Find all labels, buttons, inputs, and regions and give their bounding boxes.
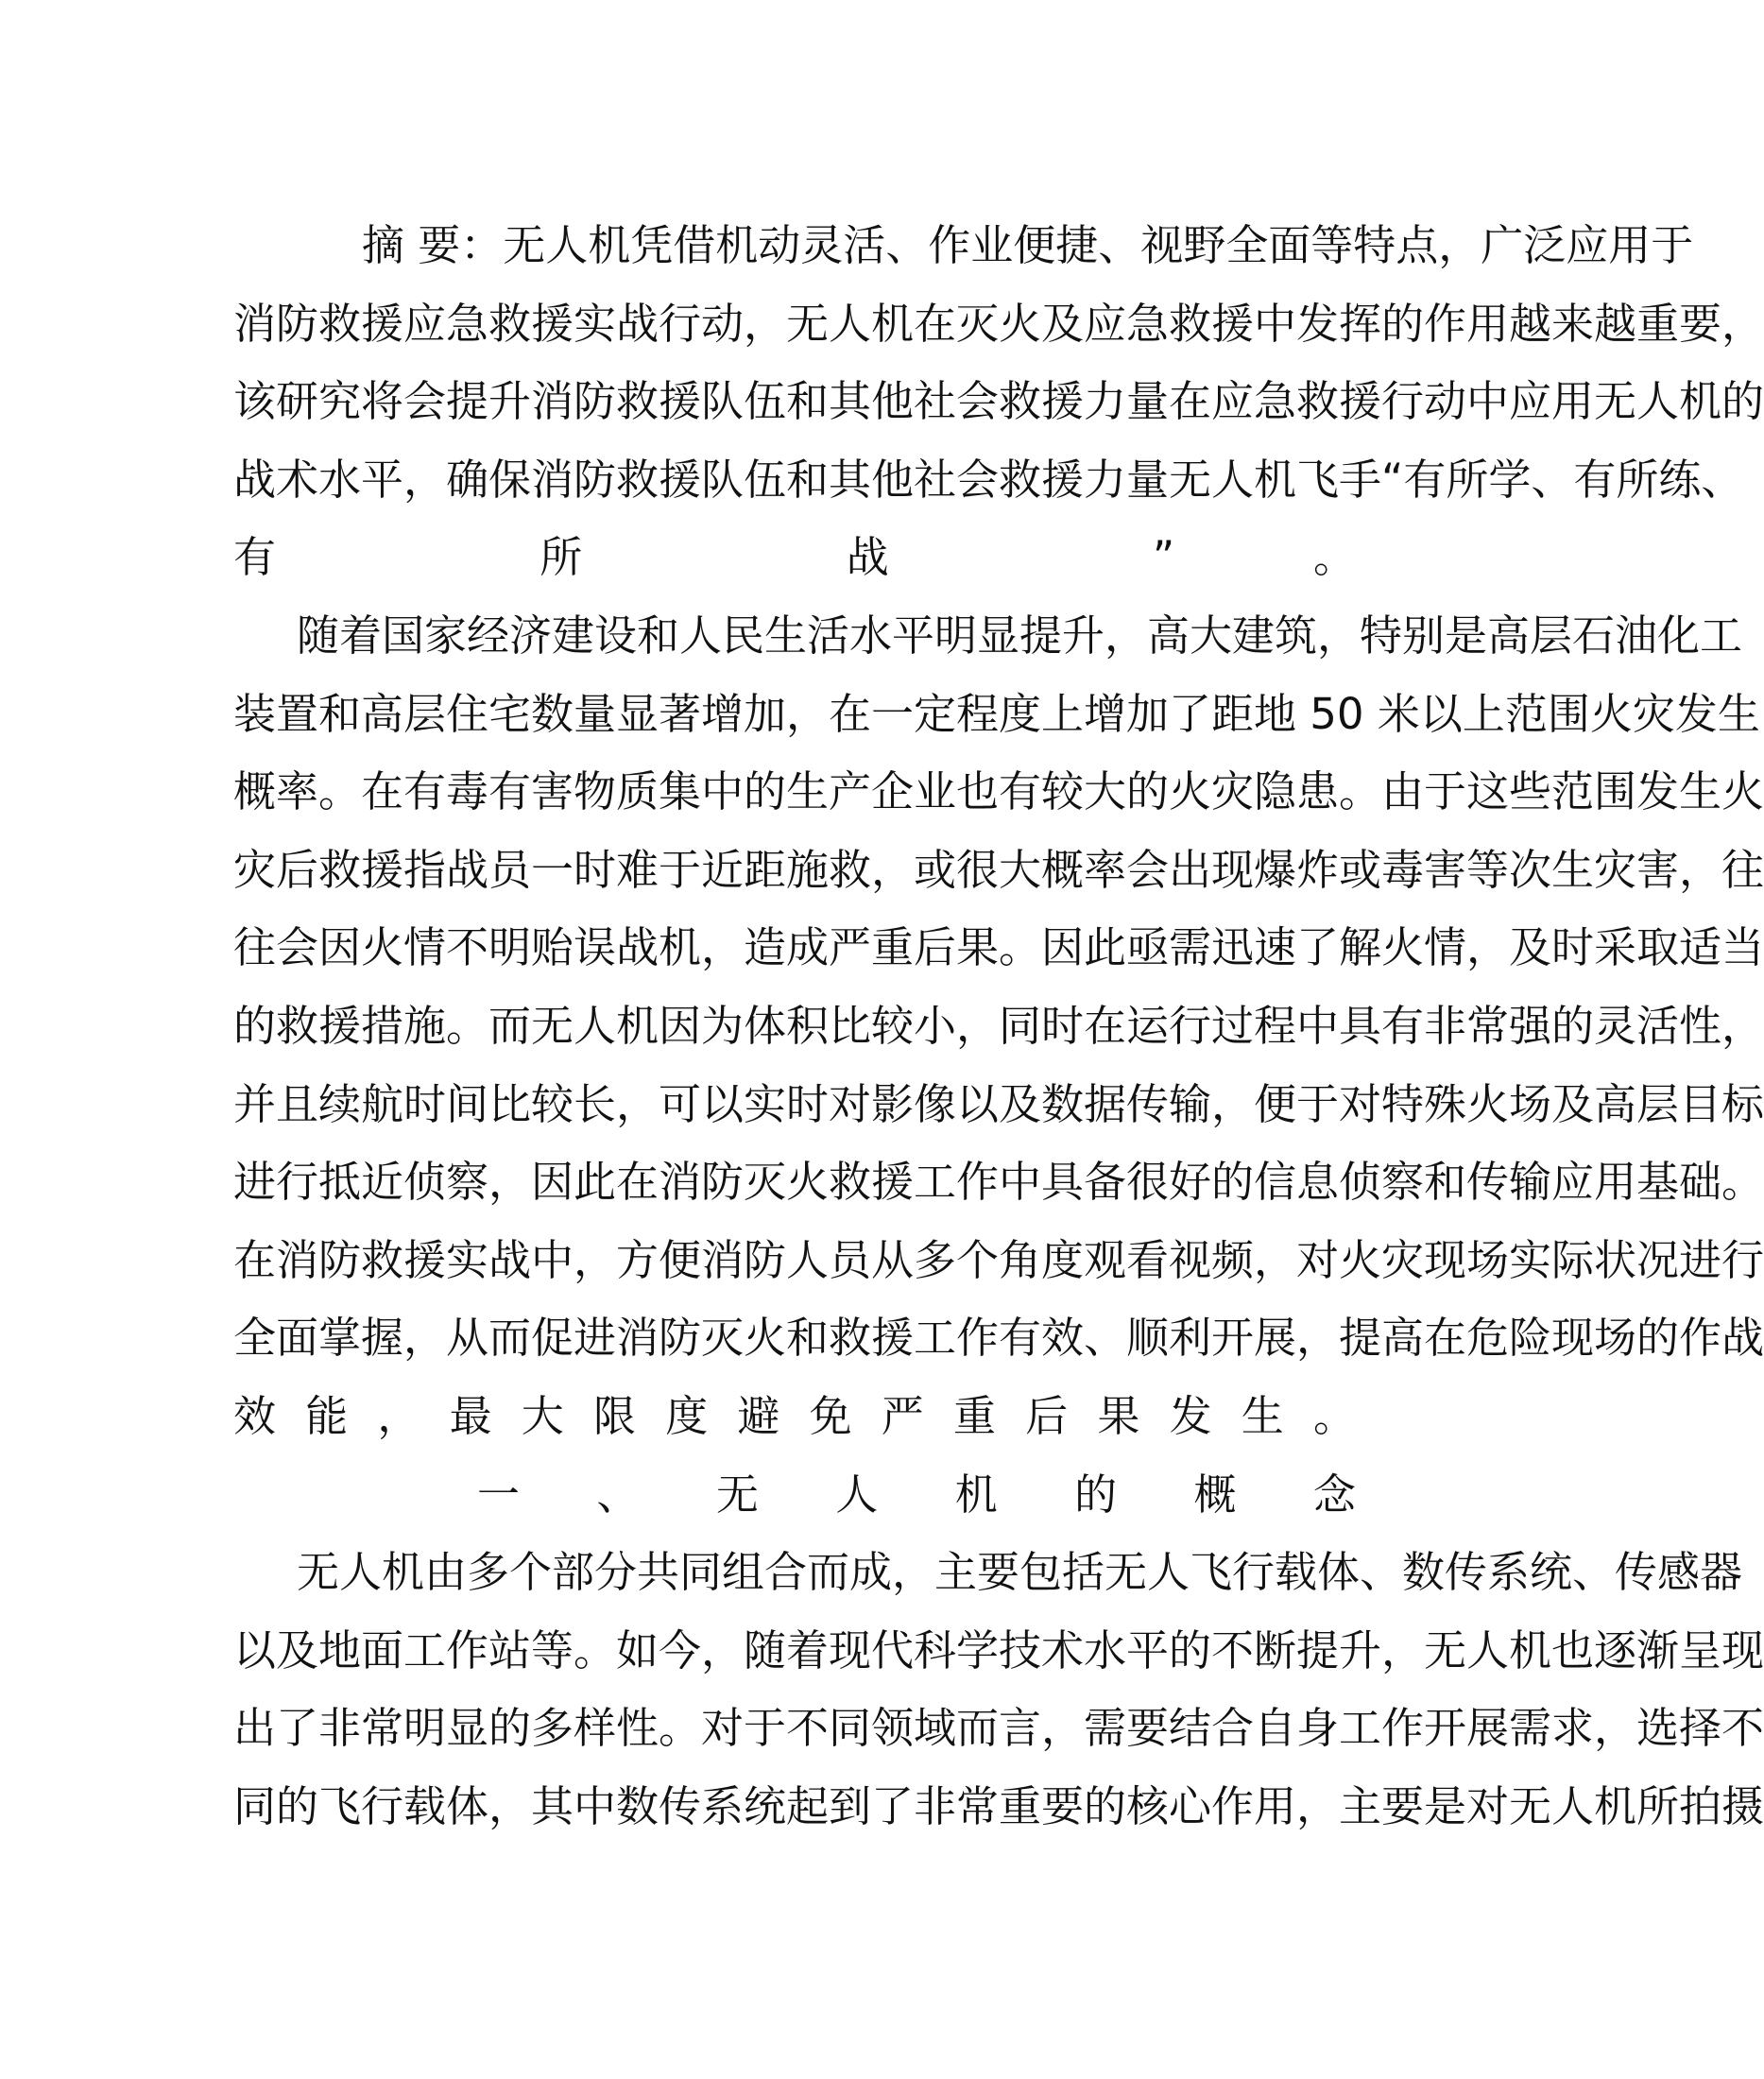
text-line: 无人机由多个部分共同组合而成，主要包括无人飞行载体、数传系统、传感器 bbox=[297, 1547, 1743, 1598]
abstract-paragraph bbox=[233, 207, 1764, 597]
text-line: 出了非常明显的多样性。对于不同领域而言，需要结合自身工作开展需求，选择不 bbox=[233, 1703, 1764, 1754]
text-line: 概率。在有毒有害物质集中的生产企业也有较大的火灾隐患。由于这些范围发生火 bbox=[233, 766, 1764, 817]
text-line: 有 所 战 ” 。 bbox=[233, 532, 1356, 583]
text-line: 装置和高层住宅数量显著增加，在一定程度上增加了距地 50 米以上范围火灾发生 bbox=[233, 688, 1760, 739]
text-line: 随着国家经济建设和人民生活水平明显提升，高大建筑，特别是高层石油化工 bbox=[297, 610, 1743, 661]
text-line: 在消防救援实战中，方便消防人员从多个角度观看视频，对火灾现场实际状况进行 bbox=[233, 1234, 1764, 1285]
text-line: 并且续航时间比较长，可以实时对影像以及数据传输，便于对特殊火场及高层目标 bbox=[233, 1078, 1764, 1129]
text-line: 效 能 ， 最 大 限 度 避 免 严 重 后 果 发 生 。 bbox=[233, 1390, 1356, 1441]
text-line: 以及地面工作站等。如今，随着现代科学技术水平的不断提升，无人机也逐渐呈现 bbox=[233, 1624, 1764, 1675]
text-line: 往会因火情不明贻误战机，造成严重后果。因此亟需迅速了解火情，及时采取适当 bbox=[233, 922, 1764, 973]
text-line: 进行抵近侦察，因此在消防灭火救援工作中具备很好的信息侦察和传输应用基础。 bbox=[233, 1157, 1764, 1208]
text-line: 战术水平，确保消防救援队伍和其他社会救援力量无人机飞手“有所学、有所练、 bbox=[233, 454, 1744, 505]
body-paragraph bbox=[233, 597, 1764, 1456]
document-page bbox=[233, 207, 1764, 1846]
body-paragraph bbox=[233, 1534, 1764, 1846]
section-heading: 一 、 无 人 机 的 概 念 bbox=[477, 1469, 1356, 1520]
text-line: 同的飞行载体，其中数传系统起到了非常重要的核心作用，主要是对无人机所拍摄 bbox=[233, 1780, 1764, 1831]
text-line: 消防救援应急救援实战行动，无人机在灭火及应急救援中发挥的作用越来越重要， bbox=[233, 298, 1764, 349]
text-line: 灾后救援指战员一时难于近距施救，或很大概率会出现爆炸或毒害等次生灾害，往 bbox=[233, 844, 1764, 895]
text-line: 该研究将会提升消防救援队伍和其他社会救援力量在应急救援行动中应用无人机的 bbox=[233, 376, 1764, 427]
text-line: 全面掌握，从而促进消防灭火和救援工作有效、顺利开展，提高在危险现场的作战 bbox=[233, 1313, 1764, 1364]
text-line: 摘 要：无人机凭借机动灵活、作业便捷、视野全面等特点，广泛应用于 bbox=[362, 220, 1694, 270]
text-line: 的救援措施。而无人机因为体积比较小，同时在运行过程中具有非常强的灵活性， bbox=[233, 1000, 1764, 1051]
